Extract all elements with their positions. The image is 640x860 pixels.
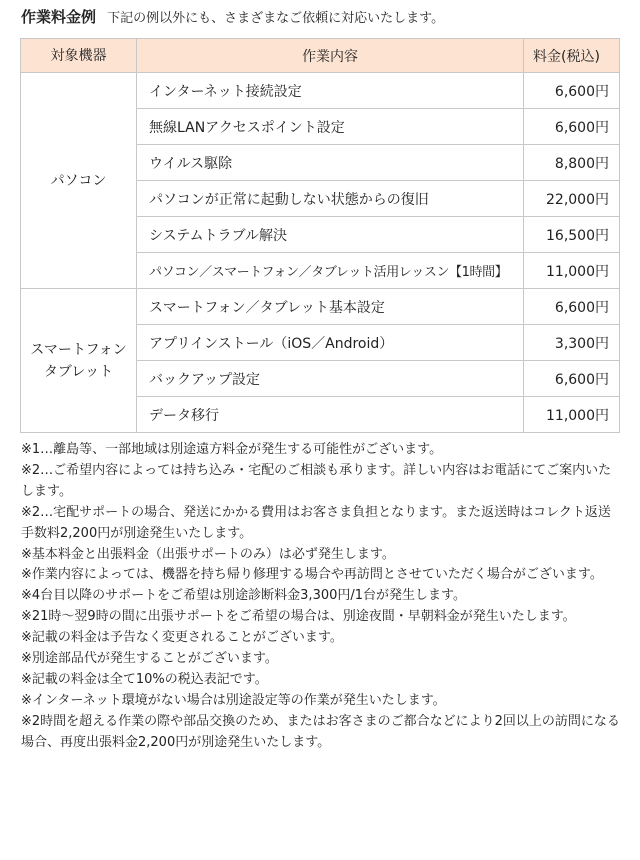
price-cell: 11,000円 bbox=[524, 397, 620, 433]
page-subtitle: 下記の例以外にも、さまざまなご依頼に対応いたします。 bbox=[107, 11, 445, 26]
note-item: ※2…宅配サポートの場合、発送にかかる費用はお客さま負担となります。また返送時はコレクト返送手数料2,200円が別途発生いたします。 bbox=[21, 504, 611, 541]
category-label: タブレット bbox=[43, 363, 114, 380]
note-item: ※2時間を超える作業の際や部品交換のため、またはお客さまのご都合などにより2回以上の訪問になる場合、再度出張料金2,200円が別途発生いたします。 bbox=[21, 713, 620, 750]
page-title: 作業料金例 bbox=[21, 8, 97, 26]
table-header-row bbox=[21, 39, 620, 73]
price-table bbox=[20, 38, 620, 433]
price-cell: 3,300円 bbox=[524, 325, 620, 361]
note-item: ※21時～翌9時の間に出張サポートをご希望の場合は、別途夜間・早朝料金が発生いたします。 bbox=[21, 609, 576, 625]
task-cell: バックアップ設定 bbox=[137, 361, 524, 397]
task-cell: 無線LANアクセスポイント設定 bbox=[137, 109, 524, 145]
category-label: スマートフォン bbox=[30, 341, 127, 358]
price-cell: 11,000円 bbox=[524, 253, 620, 289]
task-cell: インターネット接続設定 bbox=[137, 73, 524, 109]
note-item: ※記載の料金は予告なく変更されることがございます。 bbox=[21, 630, 343, 646]
page-header bbox=[21, 6, 621, 28]
price-cell: 6,600円 bbox=[524, 361, 620, 397]
task-cell: パソコンが正常に起動しない状態からの復旧 bbox=[137, 181, 524, 217]
header-category: 対象機器 bbox=[21, 39, 137, 73]
note-item: ※記載の料金は全て10%の税込表記です。 bbox=[21, 671, 268, 687]
task-cell: パソコン／スマートフォン／タブレット活用レッスン【1時間】 bbox=[137, 253, 524, 289]
table-row bbox=[21, 73, 620, 109]
note-item: ※作業内容によっては、機器を持ち帰り修理する場合や再訪問とさせていただく場合がございます。 bbox=[21, 567, 603, 583]
category-label: パソコン bbox=[50, 172, 107, 189]
task-cell: アプリインストール（iOS／Android） bbox=[137, 325, 524, 361]
price-cell: 6,600円 bbox=[524, 289, 620, 325]
header-price: 料金(税込) bbox=[524, 39, 620, 73]
note-item: ※別途部品代が発生することがございます。 bbox=[21, 651, 278, 667]
price-cell: 16,500円 bbox=[524, 217, 620, 253]
price-cell: 6,600円 bbox=[524, 109, 620, 145]
task-cell: システムトラブル解決 bbox=[137, 217, 524, 253]
task-cell: スマートフォン／タブレット基本設定 bbox=[137, 289, 524, 325]
note-item: ※基本料金と出張料金（出張サポートのみ）は必ず発生します。 bbox=[21, 546, 395, 562]
header-task: 作業内容 bbox=[137, 39, 524, 73]
price-cell: 8,800円 bbox=[524, 145, 620, 181]
note-item: ※4台目以降のサポートをご希望は別途診断料金3,300円/1台が発生します。 bbox=[21, 588, 466, 604]
note-item: ※インターネット環境がない場合は別途設定等の作業が発生いたします。 bbox=[21, 692, 446, 708]
table-row bbox=[21, 289, 620, 325]
price-cell: 6,600円 bbox=[524, 73, 620, 109]
task-cell: データ移行 bbox=[137, 397, 524, 433]
task-cell: ウイルス駆除 bbox=[137, 145, 524, 181]
note-item: ※1…離島等、一部地域は別途遠方料金が発生する可能性がございます。 bbox=[21, 442, 443, 457]
note-item: ※2…ご希望内容によっては持ち込み・宅配のご相談も承ります。詳しい内容はお電話にてご案内いたします。 bbox=[21, 462, 612, 499]
category-smartphone bbox=[21, 289, 137, 433]
category-pc bbox=[21, 73, 137, 289]
price-cell: 22,000円 bbox=[524, 181, 620, 217]
notes-section bbox=[21, 440, 623, 754]
